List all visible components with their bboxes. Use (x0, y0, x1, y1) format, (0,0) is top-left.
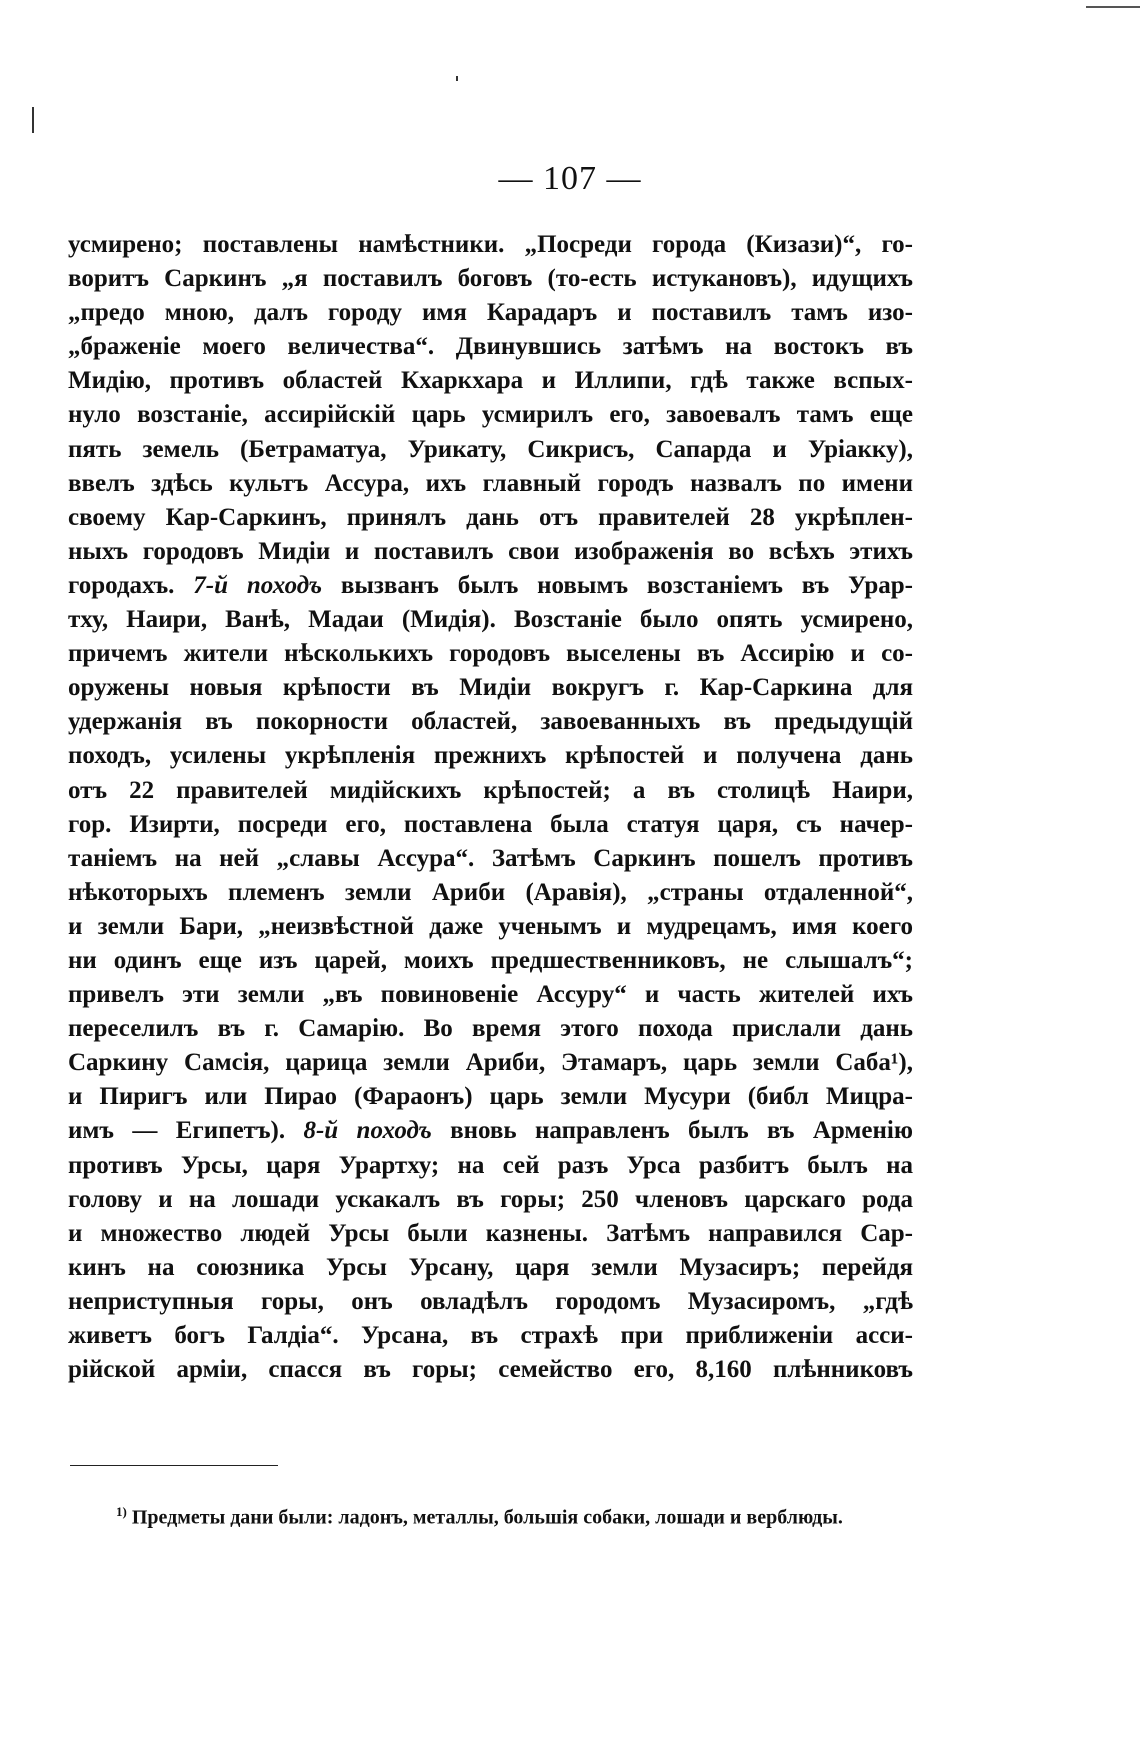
text-line: ввелъ здѣсь культъ Ассура, ихъ главный городъ назвалъ по имени (68, 469, 913, 497)
text-line: своему Кар-Саркинъ, принялъ дань отъ правителей 28 укрѣплен- (68, 503, 913, 531)
text-line: рійской арміи, спасся въ горы; семейство его, 8,160 плѣнниковъ (68, 1356, 913, 1384)
text-line: и Пиригъ или Пирао (Фараонъ) царь земли Мусури (библ Мицра- (68, 1083, 913, 1111)
text-line: противъ Урсы, царя Урартху; на сей разъ Урса разбитъ былъ на (68, 1151, 913, 1179)
line-suffix: вновь направленъ былъ въ Арменію (431, 1117, 913, 1145)
text-line: нуло возстаніе, ассирійскій царь усмирилъ его, завоевалъ тамъ еще (68, 401, 913, 429)
text-line: тху, Наири, Ванѣ, Мадаи (Мидія). Возстаніе было опять усмирено, (68, 606, 913, 634)
text-line-7th-campaign (68, 569, 913, 603)
page-number: — 107 — (498, 160, 642, 197)
text-line: кинъ на союзника Урсы Урсану, царя земли Музасиръ; перейдя (68, 1253, 913, 1281)
text-line: походъ, усилены укрѣпленія прежнихъ крѣпостей и получена дань (68, 742, 913, 770)
text-line: и множество людей Урсы были казнены. Затѣмъ направился Сар- (68, 1219, 913, 1247)
text-line: Мидію, противъ областей Кхаркхара и Иллипи, гдѣ также вспых- (68, 367, 913, 395)
text-line: усмирено; поставлены намѣстники. „Посреди города (Кизази)“, го- (68, 231, 913, 258)
text-line: Саркину Самсія, царица земли Ариби, Этамаръ, царь земли Саба¹), (68, 1049, 913, 1077)
text-line: оружены новыя крѣпости въ Мидіи вокругъ г. Кар-Саркина для (68, 674, 913, 702)
line-suffix: вызванъ былъ новымъ возстаніемъ въ Урар- (322, 571, 913, 599)
campaign-heading-7: 7-й походъ (193, 571, 323, 599)
scan-artifact-left (32, 107, 34, 133)
text-line: ныхъ городовъ Мидіи и поставилъ свои изображенія во всѣхъ этихъ (68, 537, 913, 565)
text-line-8th-campaign (68, 1114, 913, 1148)
text-line: живетъ богъ Галдіа“. Урсана, въ страхѣ при приближеніи асси- (68, 1322, 913, 1349)
text-line: голову и на лошади ускакалъ въ горы; 250 членовъ царскаго рода (68, 1185, 913, 1213)
text-line: неприступныя горы, онъ овладѣлъ городомъ Музасиромъ, „гдѣ (68, 1287, 913, 1315)
body-text (68, 228, 913, 1387)
scan-artifact-top-right (1086, 6, 1140, 8)
text-line: нѣкоторыхъ племенъ земли Ариби (Аравія), „страны отдаленной“, (68, 878, 913, 906)
text-line: таніемъ на ней „славы Ассура“. Затѣмъ Саркинъ пошелъ противъ (68, 844, 913, 872)
text-line: привелъ эти земли „въ повиновеніе Ассуру“ и часть жителей ихъ (68, 981, 913, 1009)
footnote-text: Предметы дани были: ладонъ, металлы, большія собаки, лошади и верблюды. (126, 1506, 843, 1529)
footnote (116, 1504, 916, 1530)
text-line: причемъ жители нѣсколькихъ городовъ выселены въ Ассирію и со- (68, 640, 913, 668)
footnote-marker: 1) (116, 1504, 127, 1519)
line-prefix: городахъ. (68, 571, 194, 599)
text-line: воритъ Саркинъ „я поставилъ боговъ (то-есть истукановъ), идущихъ (68, 265, 913, 293)
text-line: „предо мною, далъ городу имя Карадаръ и поставилъ тамъ изо- (68, 299, 913, 327)
text-line: переселилъ въ г. Самарію. Во время этого похода прислали дань (68, 1015, 913, 1043)
text-line: пять земель (Бетраматуа, Урикату, Сикрисъ, Сапарда и Уріакку), (68, 435, 913, 463)
text-line: отъ 22 правителей мидійскихъ крѣпостей; а въ столицѣ Наири, (68, 776, 913, 804)
text-line: „браженіе моего величества“. Двинувшись затѣмъ на востокъ въ (68, 333, 913, 361)
text-line: ни одинъ еще изъ царей, моихъ предшественниковъ, не слышалъ“; (68, 946, 913, 974)
text-line: удержанія въ покорности областей, завоеванныхъ въ предыдущій (68, 708, 913, 736)
line-prefix: имъ — Египетъ). (68, 1117, 304, 1145)
campaign-heading-8: 8-й походъ (303, 1117, 432, 1145)
text-line: и земли Бари, „неизвѣстной даже ученымъ и мудрецамъ, имя коего (68, 912, 913, 940)
text-line: гор. Изирти, посреди его, поставлена была статуя царя, съ начер- (68, 810, 913, 838)
footnote-divider (70, 1465, 278, 1466)
scan-artifact-dot (456, 76, 458, 81)
